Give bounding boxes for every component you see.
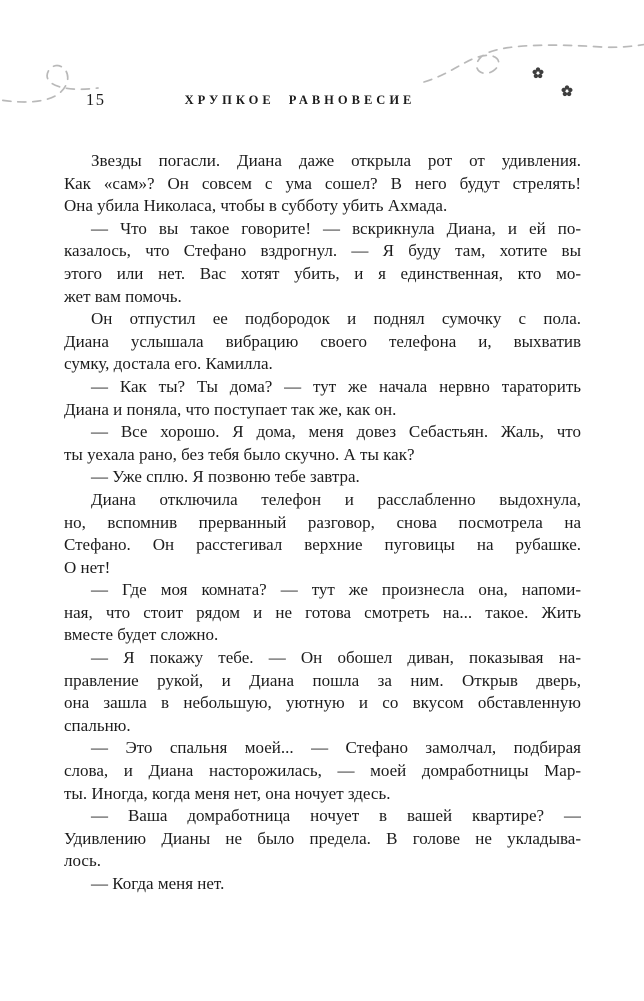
paragraph: [64, 579, 581, 647]
text-line: Звезды погасли. Диана даже открыла рот от удивления.: [91, 151, 581, 170]
running-title: ХРУПКОЕ РАВНОВЕСИЕ: [184, 93, 416, 107]
paragraph: [64, 308, 581, 376]
paragraph: [64, 489, 581, 579]
text-line: Диана услышала вибрацию своего телефона и, выхватив: [64, 331, 581, 351]
text-line: — Уже сплю. Я позвоню тебе завтра.: [91, 467, 360, 487]
text-line: Стефано. Он расстегивал верхние пуговицы на рубашке.: [64, 535, 581, 555]
decorative-flourish: [0, 0, 644, 135]
text-line: ты. Иногда, когда меня нет, она ночует здесь.: [64, 783, 391, 803]
text-line: сумку, достала его. Камилла.: [64, 354, 273, 374]
paragraph: [64, 466, 581, 489]
text-block: [64, 150, 581, 896]
paragraph: [64, 647, 581, 737]
text-line: этого или нет. Вас хотят убить, и я единственная, кто мо-: [64, 263, 581, 283]
text-line: Диана и поняла, что поступает так же, как он.: [64, 399, 397, 419]
text-line: правление рукой, и Диана пошла за ним. Открыв дверь,: [64, 670, 581, 690]
text-line: — Все хорошо. Я дома, меня довез Себастьян. Жаль, что: [91, 422, 581, 442]
text-line: но, вспомнив прерванный разговор, снова посмотрела на: [64, 512, 581, 532]
paragraph: [64, 218, 581, 308]
flower-icon: [533, 67, 544, 78]
page-number: 15: [86, 90, 106, 109]
text-line: — Ваша домработница ночует в вашей квартире? —: [91, 806, 581, 826]
text-line: — Это спальня моей... — Стефано замолчал, подбирая: [91, 738, 581, 758]
page-header: [0, 90, 644, 112]
text-line: она зашла в небольшую, уютную и со вкусом обставленную: [64, 693, 581, 713]
text-line: — Как ты? Ты дома? — тут же начала нервно тараторить: [91, 376, 581, 396]
paragraph: [64, 737, 581, 805]
paragraph: [64, 805, 581, 873]
paragraph: [64, 873, 581, 896]
paragraph: [64, 376, 581, 421]
text-line: О нет!: [64, 557, 111, 577]
text-line: вместе будет сложно.: [64, 625, 219, 645]
text-line: Он отпустил ее подбородок и поднял сумочку с пола.: [91, 309, 581, 329]
paragraph: [64, 421, 581, 466]
text-line: — Когда меня нет.: [91, 874, 225, 893]
text-line: — Я покажу тебе. — Он обошел диван, показывая на-: [91, 648, 581, 668]
text-line: Удивлению Дианы не было предела. В голове не укладыва-: [64, 828, 581, 848]
text-line: — Где моя комната? — тут же произнесла она, напоми-: [91, 580, 581, 600]
text-line: ты уехала рано, без тебя было скучно. А ты как?: [64, 444, 415, 464]
text-line: казалось, что Стефано вздрогнул. — Я буду там, хотите вы: [64, 241, 581, 261]
text-line: жет вам помочь.: [64, 286, 182, 306]
text-line: Диана отключила телефон и расслабленно выдохнула,: [91, 489, 581, 509]
paragraph: [64, 150, 581, 218]
text-line: Она убила Николаса, чтобы в субботу убить Ахмада.: [64, 196, 448, 216]
text-line: спальню.: [64, 715, 131, 735]
text-line: Как «сам»? Он совсем с ума сошел? В него будут стрелять!: [64, 173, 581, 193]
text-line: лось.: [64, 851, 101, 871]
text-line: ная, что стоит рядом и не готова смотреть на... такое. Жить: [64, 602, 581, 622]
text-line: — Что вы такое говорите! — вскрикнула Диана, и ей по-: [91, 218, 581, 238]
dashed-squiggle-right: [424, 43, 644, 82]
text-line: слова, и Диана насторожилась, — моей домработницы Мар-: [64, 761, 581, 781]
